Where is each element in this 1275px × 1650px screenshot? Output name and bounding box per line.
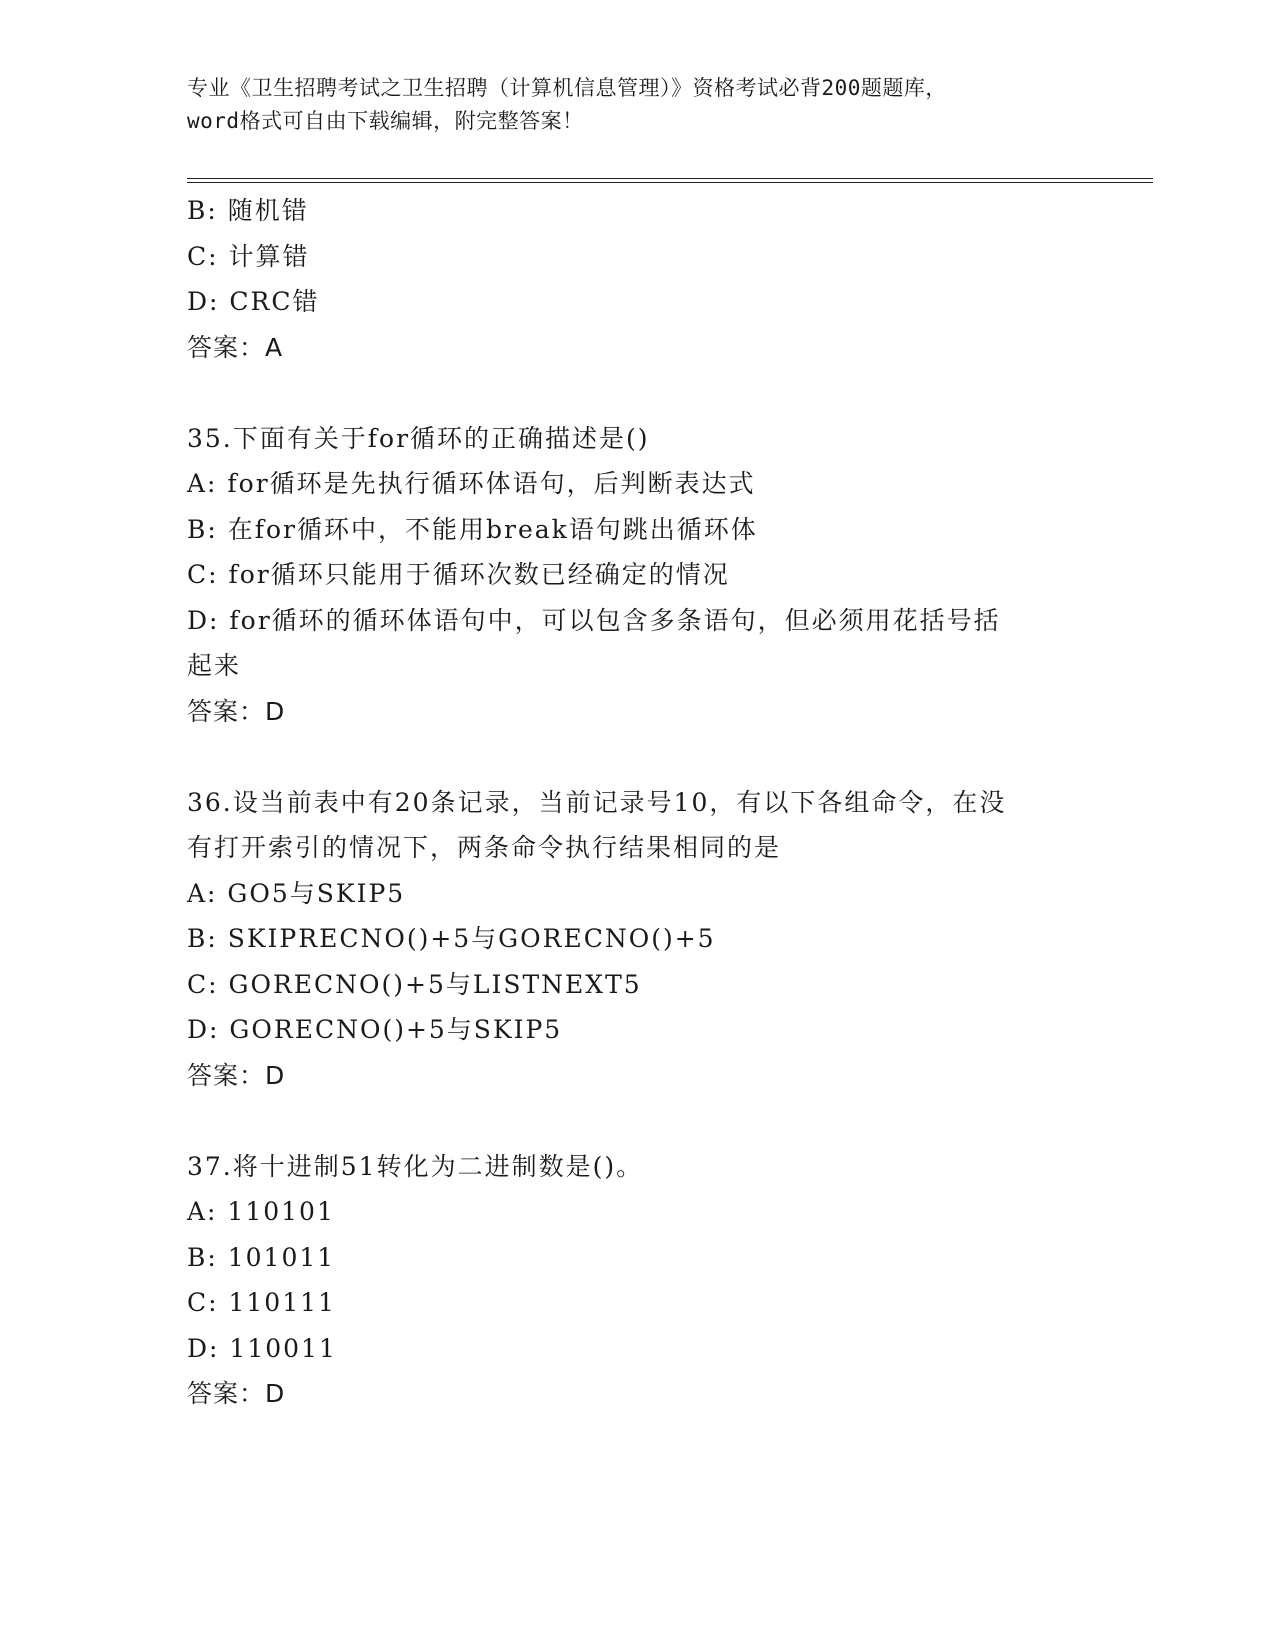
header-divider-bottom	[187, 182, 1153, 183]
question-stem-continued: 有打开索引的情况下，两条命令执行结果相同的是	[187, 833, 782, 862]
spacer	[187, 370, 1087, 416]
question-stem: 37.将十进制51转化为二进制数是()。	[187, 1151, 644, 1181]
question-37	[187, 1144, 1087, 1417]
option-c: C: 计算错	[187, 241, 310, 271]
option-a: A: 110101	[187, 1197, 335, 1226]
header-divider-top	[187, 178, 1153, 179]
option-d: D: CRC错	[187, 287, 320, 316]
option-d: D: for循环的循环体语句中，可以包含多条语句，但必须用花括号括	[187, 605, 1001, 635]
option-a: A: GO5与SKIP5	[187, 878, 406, 908]
spacer	[187, 734, 1087, 780]
answer-line: 答案：D	[187, 1060, 286, 1090]
answer-line: 答案：A	[187, 332, 284, 362]
option-a: A: for循环是先执行循环体语句，后判断表达式	[187, 469, 756, 498]
option-d: D: GORECNO()+5与SKIP5	[187, 1015, 563, 1044]
option-b: B: SKIPRECNO()+5与GORECNO()+5	[187, 924, 716, 953]
question-stem: 35.下面有关于for循环的正确描述是()	[187, 423, 650, 453]
question-stem: 36.设当前表中有20条记录，当前记录号10，有以下各组命令，在没	[187, 787, 1007, 817]
answer-line: 答案：D	[187, 696, 286, 726]
spacer	[187, 1098, 1087, 1144]
question-35	[187, 416, 1087, 735]
option-c: C: 110111	[187, 1288, 336, 1317]
answer-line: 答案：D	[187, 1379, 286, 1408]
carryover-question	[187, 188, 1087, 370]
header-title-line-1: 专业《卫生招聘考试之卫生招聘（计算机信息管理）》资格考试必背200题题库，	[187, 76, 947, 100]
option-b: B: 随机错	[187, 196, 309, 225]
option-c: C: GORECNO()+5与LISTNEXT5	[187, 969, 642, 999]
option-c: C: for循环只能用于循环次数已经确定的情况	[187, 560, 730, 589]
header-title-line-2: word格式可自由下载编辑，附完整答案！	[187, 109, 584, 133]
option-b: B: 101011	[187, 1242, 336, 1272]
option-b: B: 在for循环中，不能用break语句跳出循环体	[187, 514, 758, 544]
document-header	[187, 72, 1087, 138]
option-d-continued: 起来	[187, 651, 242, 680]
question-36	[187, 780, 1087, 1099]
option-d: D: 110011	[187, 1333, 337, 1363]
question-list	[187, 188, 1087, 1417]
